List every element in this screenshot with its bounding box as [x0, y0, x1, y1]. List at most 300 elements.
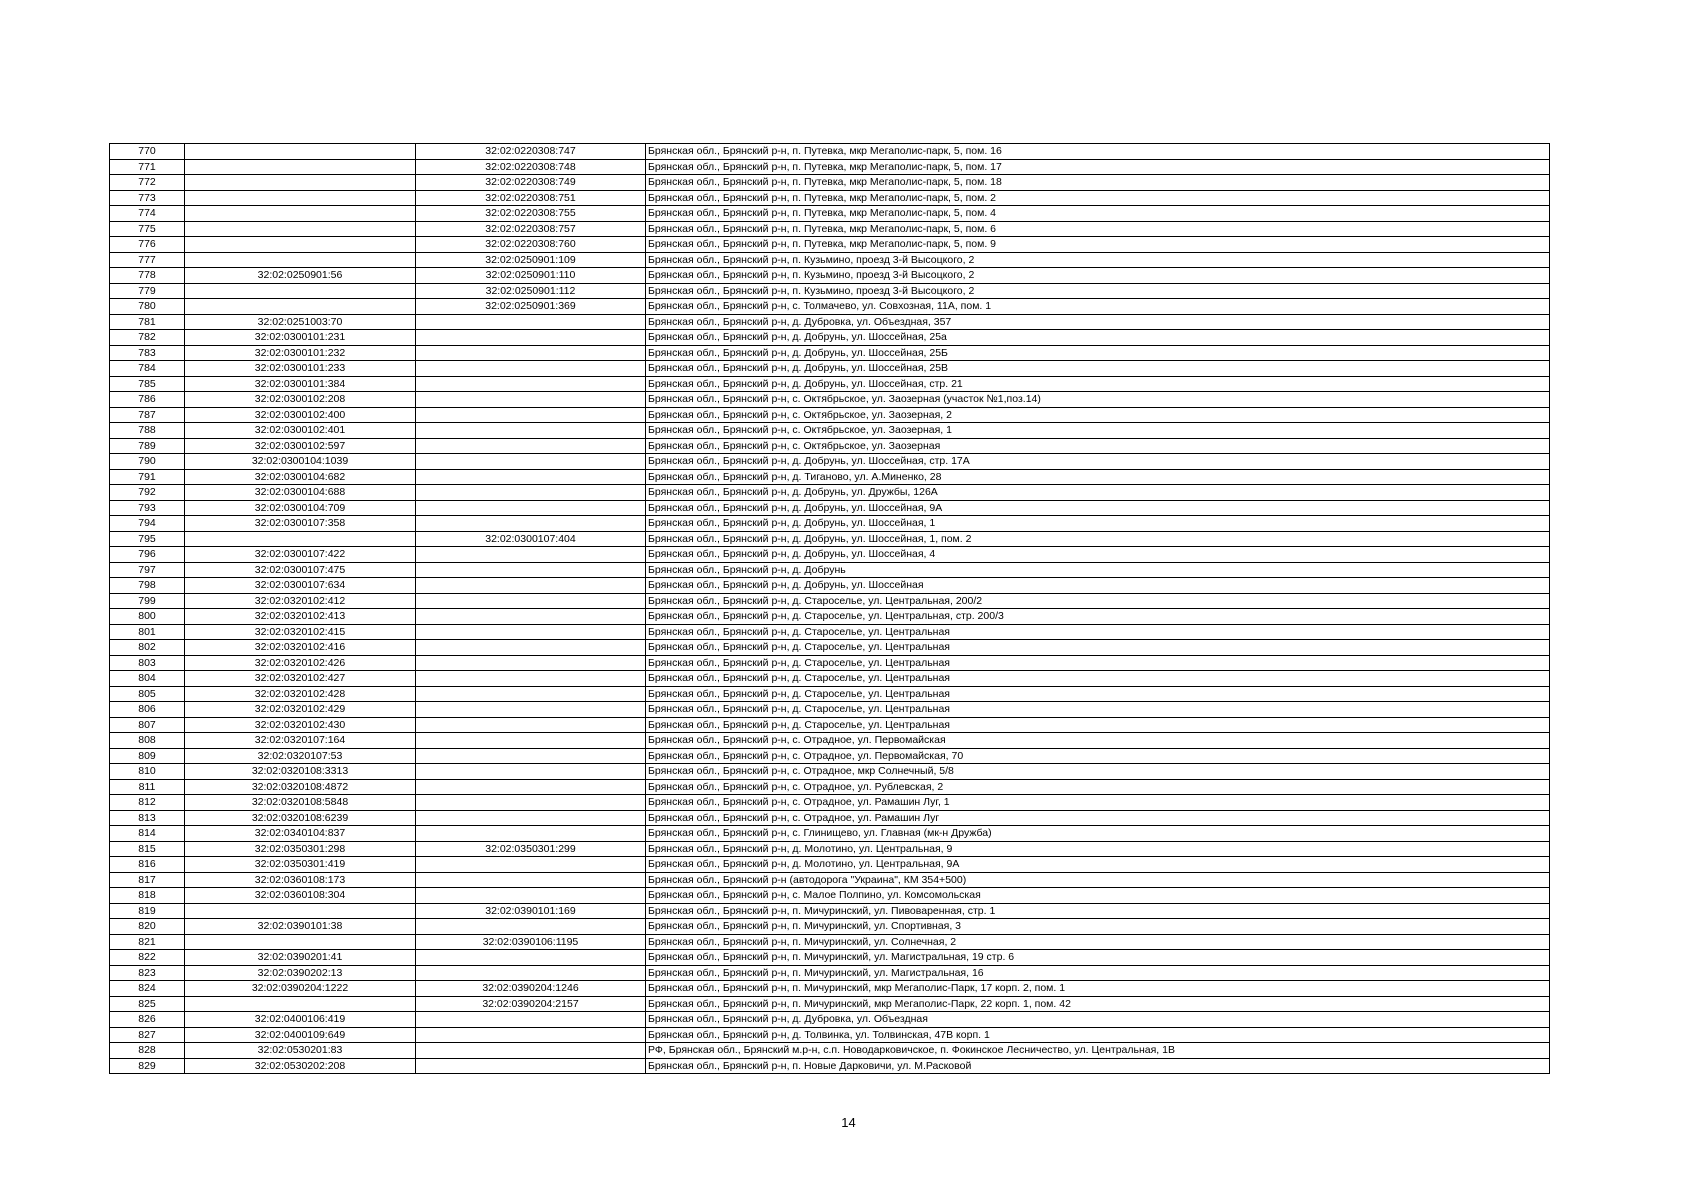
table-row [110, 1027, 1550, 1043]
table-row [110, 640, 1550, 656]
row-number-cell: 799 [110, 593, 185, 609]
row-number-cell: 825 [110, 996, 185, 1012]
table-row [110, 1043, 1550, 1059]
table-row [110, 748, 1550, 764]
row-number-cell: 775 [110, 221, 185, 237]
cadastral-number-cell [185, 159, 416, 175]
table-row [110, 345, 1550, 361]
table-row [110, 981, 1550, 997]
table-row [110, 547, 1550, 563]
row-number-cell: 802 [110, 640, 185, 656]
premises-cadastral-number-cell [416, 655, 646, 671]
premises-cadastral-number-cell [416, 872, 646, 888]
table-row [110, 252, 1550, 268]
table-row [110, 361, 1550, 377]
address-cell: Брянская обл., Брянский р-н, д. Дубровка, ул. Объездная [646, 1012, 1550, 1028]
row-number-cell: 822 [110, 950, 185, 966]
premises-cadastral-number-cell: 32:02:0220308:747 [416, 144, 646, 160]
cadastral-number-cell: 32:02:0300102:401 [185, 423, 416, 439]
premises-cadastral-number-cell [416, 950, 646, 966]
row-number-cell: 811 [110, 779, 185, 795]
row-number-cell: 805 [110, 686, 185, 702]
table-row [110, 330, 1550, 346]
address-cell: Брянская обл., Брянский р-н, д. Староселье, ул. Центральная [646, 640, 1550, 656]
row-number-cell: 785 [110, 376, 185, 392]
row-number-cell: 779 [110, 283, 185, 299]
premises-cadastral-number-cell [416, 392, 646, 408]
premises-cadastral-number-cell [416, 345, 646, 361]
cadastral-number-cell: 32:02:0300107:634 [185, 578, 416, 594]
table-row [110, 159, 1550, 175]
table-row [110, 1058, 1550, 1074]
premises-cadastral-number-cell: 32:02:0250901:369 [416, 299, 646, 315]
row-number-cell: 814 [110, 826, 185, 842]
table-row [110, 221, 1550, 237]
premises-cadastral-number-cell [416, 562, 646, 578]
premises-cadastral-number-cell: 32:02:0250901:112 [416, 283, 646, 299]
table-row [110, 531, 1550, 547]
row-number-cell: 816 [110, 857, 185, 873]
premises-cadastral-number-cell: 32:02:0220308:760 [416, 237, 646, 253]
table-row [110, 857, 1550, 873]
table-row [110, 314, 1550, 330]
cadastral-number-cell: 32:02:0300107:422 [185, 547, 416, 563]
table-row [110, 237, 1550, 253]
address-cell: Брянская обл., Брянский р-н, с. Отрадное, ул. Первомайская, 70 [646, 748, 1550, 764]
premises-cadastral-number-cell [416, 779, 646, 795]
premises-cadastral-number-cell: 32:02:0250901:109 [416, 252, 646, 268]
premises-cadastral-number-cell [416, 593, 646, 609]
table-row [110, 996, 1550, 1012]
cadastral-number-cell: 32:02:0300104:682 [185, 469, 416, 485]
premises-cadastral-number-cell [416, 578, 646, 594]
address-cell: Брянская обл., Брянский р-н, д. Староселье, ул. Центральная, 200/2 [646, 593, 1550, 609]
address-cell: Брянская обл., Брянский р-н, д. Добрунь, ул. Дружбы, 126А [646, 485, 1550, 501]
premises-cadastral-number-cell [416, 361, 646, 377]
row-number-cell: 780 [110, 299, 185, 315]
row-number-cell: 827 [110, 1027, 185, 1043]
table-row [110, 578, 1550, 594]
address-cell: Брянская обл., Брянский р-н, п. Мичуринский, ул. Магистральная, 16 [646, 965, 1550, 981]
table-row [110, 686, 1550, 702]
address-cell: Брянская обл., Брянский р-н, п. Мичуринский, ул. Спортивная, 3 [646, 919, 1550, 935]
cadastral-number-cell: 32:02:0300104:1039 [185, 454, 416, 470]
address-cell: Брянская обл., Брянский р-н (автодорога "Украина", КМ 354+500) [646, 872, 1550, 888]
cadastral-number-cell: 32:02:0320108:6239 [185, 810, 416, 826]
row-number-cell: 770 [110, 144, 185, 160]
premises-cadastral-number-cell [416, 516, 646, 532]
cadastral-number-cell: 32:02:0300102:400 [185, 407, 416, 423]
address-cell: Брянская обл., Брянский р-н, п. Путевка, мкр Мегаполис-парк, 5, пом. 2 [646, 190, 1550, 206]
premises-cadastral-number-cell [416, 1027, 646, 1043]
row-number-cell: 821 [110, 934, 185, 950]
premises-cadastral-number-cell [416, 826, 646, 842]
table-row [110, 454, 1550, 470]
premises-cadastral-number-cell [416, 748, 646, 764]
table-row [110, 717, 1550, 733]
row-number-cell: 786 [110, 392, 185, 408]
table-row [110, 268, 1550, 284]
table-row [110, 144, 1550, 160]
cadastral-number-cell: 32:02:0320102:430 [185, 717, 416, 733]
premises-cadastral-number-cell [416, 671, 646, 687]
row-number-cell: 797 [110, 562, 185, 578]
cadastral-number-cell: 32:02:0300101:233 [185, 361, 416, 377]
address-cell: Брянская обл., Брянский р-н, д. Тиганово, ул. А.Миненко, 28 [646, 469, 1550, 485]
address-cell: Брянская обл., Брянский р-н, с. Отрадное, мкр Солнечный, 5/8 [646, 764, 1550, 780]
premises-cadastral-number-cell: 32:02:0300107:404 [416, 531, 646, 547]
cadastral-number-cell: 32:02:0320102:415 [185, 624, 416, 640]
row-number-cell: 819 [110, 903, 185, 919]
row-number-cell: 803 [110, 655, 185, 671]
address-cell: Брянская обл., Брянский р-н, с. Глинищево, ул. Главная (мк-н Дружба) [646, 826, 1550, 842]
row-number-cell: 793 [110, 500, 185, 516]
cadastral-number-cell [185, 206, 416, 222]
cadastral-number-cell: 32:02:0320108:4872 [185, 779, 416, 795]
address-cell: Брянская обл., Брянский р-н, п. Мичуринский, мкр Мегаполис-Парк, 17 корп. 2, пом. 1 [646, 981, 1550, 997]
table-row [110, 795, 1550, 811]
table-row [110, 903, 1550, 919]
address-cell: Брянская обл., Брянский р-н, с. Отрадное, ул. Первомайская [646, 733, 1550, 749]
address-cell: Брянская обл., Брянский р-н, д. Молотино, ул. Центральная, 9А [646, 857, 1550, 873]
address-cell: Брянская обл., Брянский р-н, п. Путевка, мкр Мегаполис-парк, 5, пом. 9 [646, 237, 1550, 253]
premises-cadastral-number-cell [416, 810, 646, 826]
cadastral-number-cell: 32:02:0250901:56 [185, 268, 416, 284]
address-cell: Брянская обл., Брянский р-н, д. Добрунь, ул. Шоссейная, 25а [646, 330, 1550, 346]
premises-cadastral-number-cell [416, 733, 646, 749]
row-number-cell: 810 [110, 764, 185, 780]
address-cell: Брянская обл., Брянский р-н, д. Староселье, ул. Центральная [646, 671, 1550, 687]
row-number-cell: 806 [110, 702, 185, 718]
row-number-cell: 808 [110, 733, 185, 749]
address-cell: Брянская обл., Брянский р-н, д. Добрунь, ул. Шоссейная, 1 [646, 516, 1550, 532]
row-number-cell: 807 [110, 717, 185, 733]
table-row [110, 810, 1550, 826]
address-cell: Брянская обл., Брянский р-н, д. Староселье, ул. Центральная [646, 717, 1550, 733]
premises-cadastral-number-cell: 32:02:0390204:2157 [416, 996, 646, 1012]
address-cell: Брянская обл., Брянский р-н, п. Путевка, мкр Мегаполис-парк, 5, пом. 6 [646, 221, 1550, 237]
cadastral-number-cell: 32:02:0320102:413 [185, 609, 416, 625]
cadastral-number-cell [185, 531, 416, 547]
row-number-cell: 794 [110, 516, 185, 532]
table-row [110, 438, 1550, 454]
cadastral-number-cell: 32:02:0300101:384 [185, 376, 416, 392]
table-row [110, 624, 1550, 640]
row-number-cell: 829 [110, 1058, 185, 1074]
table-row [110, 764, 1550, 780]
cadastral-number-cell [185, 996, 416, 1012]
table-row [110, 872, 1550, 888]
address-cell: Брянская обл., Брянский р-н, д. Добрунь, ул. Шоссейная [646, 578, 1550, 594]
premises-cadastral-number-cell [416, 795, 646, 811]
cadastral-number-cell: 32:02:0320102:429 [185, 702, 416, 718]
table-row [110, 283, 1550, 299]
premises-cadastral-number-cell: 32:02:0390204:1246 [416, 981, 646, 997]
address-cell: Брянская обл., Брянский р-н, с. Октябрьское, ул. Заозерная, 2 [646, 407, 1550, 423]
premises-cadastral-number-cell [416, 376, 646, 392]
address-cell: Брянская обл., Брянский р-н, д. Дубровка, ул. Объездная, 357 [646, 314, 1550, 330]
address-cell: Брянская обл., Брянский р-н, д. Добрунь, ул. Шоссейная, стр. 17А [646, 454, 1550, 470]
row-number-cell: 777 [110, 252, 185, 268]
premises-cadastral-number-cell [416, 454, 646, 470]
cadastral-number-cell: 32:02:0320107:164 [185, 733, 416, 749]
row-number-cell: 804 [110, 671, 185, 687]
table-row [110, 562, 1550, 578]
premises-cadastral-number-cell [416, 857, 646, 873]
cadastral-number-cell: 32:02:0390201:41 [185, 950, 416, 966]
cadastral-number-cell [185, 283, 416, 299]
cadastral-number-cell [185, 252, 416, 268]
address-cell: Брянская обл., Брянский р-н, д. Толвинка, ул. Толвинская, 47В корп. 1 [646, 1027, 1550, 1043]
premises-cadastral-number-cell [416, 438, 646, 454]
row-number-cell: 776 [110, 237, 185, 253]
row-number-cell: 788 [110, 423, 185, 439]
table-row [110, 516, 1550, 532]
address-cell: Брянская обл., Брянский р-н, с. Отрадное, ул. Рамашин Луг [646, 810, 1550, 826]
row-number-cell: 771 [110, 159, 185, 175]
address-cell: Брянская обл., Брянский р-н, д. Добрунь, ул. Шоссейная, 4 [646, 547, 1550, 563]
table-row [110, 469, 1550, 485]
cadastral-number-cell: 32:02:0320108:3313 [185, 764, 416, 780]
premises-cadastral-number-cell: 32:02:0390106:1195 [416, 934, 646, 950]
address-cell: Брянская обл., Брянский р-н, д. Староселье, ул. Центральная [646, 702, 1550, 718]
table-row [110, 919, 1550, 935]
cadastral-number-cell: 32:02:0400106:419 [185, 1012, 416, 1028]
row-number-cell: 828 [110, 1043, 185, 1059]
premises-cadastral-number-cell [416, 919, 646, 935]
table-row [110, 376, 1550, 392]
table-row [110, 888, 1550, 904]
table-row [110, 779, 1550, 795]
premises-cadastral-number-cell [416, 888, 646, 904]
premises-cadastral-number-cell [416, 1012, 646, 1028]
cadastral-number-cell: 32:02:0400109:649 [185, 1027, 416, 1043]
row-number-cell: 815 [110, 841, 185, 857]
address-cell: Брянская обл., Брянский р-н, п. Мичуринский, ул. Солнечная, 2 [646, 934, 1550, 950]
cadastral-number-cell: 32:02:0320102:427 [185, 671, 416, 687]
premises-cadastral-number-cell: 32:02:0390101:169 [416, 903, 646, 919]
address-cell: Брянская обл., Брянский р-н, д. Добрунь, ул. Шоссейная, стр. 21 [646, 376, 1550, 392]
table-row [110, 702, 1550, 718]
premises-cadastral-number-cell [416, 624, 646, 640]
address-cell: Брянская обл., Брянский р-н, п. Кузьмино, проезд 3-й Высоцкого, 2 [646, 283, 1550, 299]
row-number-cell: 809 [110, 748, 185, 764]
table-row [110, 299, 1550, 315]
row-number-cell: 820 [110, 919, 185, 935]
row-number-cell: 796 [110, 547, 185, 563]
address-cell: Брянская обл., Брянский р-н, с. Октябрьское, ул. Заозерная [646, 438, 1550, 454]
row-number-cell: 813 [110, 810, 185, 826]
address-cell: Брянская обл., Брянский р-н, п. Мичуринский, мкр Мегаполис-Парк, 22 корп. 1, пом. 42 [646, 996, 1550, 1012]
cadastral-number-cell: 32:02:0320102:428 [185, 686, 416, 702]
row-number-cell: 778 [110, 268, 185, 284]
address-cell: Брянская обл., Брянский р-н, д. Добрунь, ул. Шоссейная, 9А [646, 500, 1550, 516]
row-number-cell: 800 [110, 609, 185, 625]
premises-cadastral-number-cell [416, 965, 646, 981]
row-number-cell: 817 [110, 872, 185, 888]
cadastral-number-cell [185, 237, 416, 253]
address-cell: Брянская обл., Брянский р-н, д. Молотино, ул. Центральная, 9 [646, 841, 1550, 857]
row-number-cell: 784 [110, 361, 185, 377]
address-cell: Брянская обл., Брянский р-н, п. Кузьмино, проезд 3-й Высоцкого, 2 [646, 268, 1550, 284]
address-cell: Брянская обл., Брянский р-н, с. Малое Полпино, ул. Комсомольская [646, 888, 1550, 904]
cadastral-number-cell: 32:02:0340104:837 [185, 826, 416, 842]
row-number-cell: 826 [110, 1012, 185, 1028]
address-cell: Брянская обл., Брянский р-н, д. Добрунь, ул. Шоссейная, 1, пом. 2 [646, 531, 1550, 547]
cadastral-number-cell: 32:02:0300101:231 [185, 330, 416, 346]
table-row [110, 423, 1550, 439]
cadastral-number-cell: 32:02:0300102:597 [185, 438, 416, 454]
address-cell: Брянская обл., Брянский р-н, п. Новые Дарковичи, ул. М.Расковой [646, 1058, 1550, 1074]
address-cell: Брянская обл., Брянский р-н, д. Староселье, ул. Центральная [646, 624, 1550, 640]
table-row [110, 934, 1550, 950]
address-cell: Брянская обл., Брянский р-н, д. Староселье, ул. Центральная, стр. 200/3 [646, 609, 1550, 625]
premises-cadastral-number-cell [416, 717, 646, 733]
row-number-cell: 772 [110, 175, 185, 191]
row-number-cell: 789 [110, 438, 185, 454]
address-cell: Брянская обл., Брянский р-н, п. Кузьмино, проезд 3-й Высоцкого, 2 [646, 252, 1550, 268]
cadastral-number-cell: 32:02:0251003:70 [185, 314, 416, 330]
table-row [110, 175, 1550, 191]
cadastral-number-cell: 32:02:0320102:416 [185, 640, 416, 656]
premises-cadastral-number-cell [416, 702, 646, 718]
address-cell: Брянская обл., Брянский р-н, с. Отрадное, ул. Рамашин Луг, 1 [646, 795, 1550, 811]
table-row [110, 965, 1550, 981]
cadastral-number-cell: 32:02:0390204:1222 [185, 981, 416, 997]
table-row [110, 206, 1550, 222]
cadastral-number-cell: 32:02:0390202:13 [185, 965, 416, 981]
premises-cadastral-number-cell: 32:02:0350301:299 [416, 841, 646, 857]
row-number-cell: 773 [110, 190, 185, 206]
cadastral-number-cell: 32:02:0320108:5848 [185, 795, 416, 811]
row-number-cell: 783 [110, 345, 185, 361]
premises-cadastral-number-cell [416, 500, 646, 516]
row-number-cell: 798 [110, 578, 185, 594]
table-row [110, 655, 1550, 671]
address-cell: Брянская обл., Брянский р-н, с. Толмачево, ул. Совхозная, 11А, пом. 1 [646, 299, 1550, 315]
cadastral-table-body [110, 144, 1550, 1074]
cadastral-number-cell [185, 190, 416, 206]
table-row [110, 826, 1550, 842]
cadastral-number-cell: 32:02:0530201:83 [185, 1043, 416, 1059]
premises-cadastral-number-cell: 32:02:0220308:751 [416, 190, 646, 206]
table-row [110, 609, 1550, 625]
premises-cadastral-number-cell: 32:02:0220308:749 [416, 175, 646, 191]
cadastral-number-cell: 32:02:0530202:208 [185, 1058, 416, 1074]
row-number-cell: 795 [110, 531, 185, 547]
row-number-cell: 823 [110, 965, 185, 981]
address-cell: РФ, Брянская обл., Брянский м.р-н, с.п. Новодарковичское, п. Фокинское Лесничество, ул. Центральная, 1В [646, 1043, 1550, 1059]
cadastral-number-cell [185, 175, 416, 191]
cadastral-number-cell [185, 221, 416, 237]
table-row [110, 1012, 1550, 1028]
row-number-cell: 774 [110, 206, 185, 222]
cadastral-number-cell: 32:02:0300104:688 [185, 485, 416, 501]
address-cell: Брянская обл., Брянский р-н, п. Путевка, мкр Мегаполис-парк, 5, пом. 17 [646, 159, 1550, 175]
address-cell: Брянская обл., Брянский р-н, д. Добрунь, ул. Шоссейная, 25Б [646, 345, 1550, 361]
cadastral-number-cell [185, 903, 416, 919]
address-cell: Брянская обл., Брянский р-н, п. Путевка, мкр Мегаполис-парк, 5, пом. 4 [646, 206, 1550, 222]
address-cell: Брянская обл., Брянский р-н, п. Путевка, мкр Мегаполис-парк, 5, пом. 16 [646, 144, 1550, 160]
cadastral-number-cell: 32:02:0350301:298 [185, 841, 416, 857]
table-row [110, 392, 1550, 408]
premises-cadastral-number-cell [416, 1058, 646, 1074]
cadastral-number-cell: 32:02:0300107:475 [185, 562, 416, 578]
premises-cadastral-number-cell [416, 330, 646, 346]
page-number: 14 [841, 1115, 856, 1130]
row-number-cell: 818 [110, 888, 185, 904]
row-number-cell: 781 [110, 314, 185, 330]
premises-cadastral-number-cell [416, 764, 646, 780]
table-row [110, 593, 1550, 609]
table-row [110, 407, 1550, 423]
premises-cadastral-number-cell [416, 1043, 646, 1059]
address-cell: Брянская обл., Брянский р-н, с. Отрадное, ул. Рублевская, 2 [646, 779, 1550, 795]
premises-cadastral-number-cell [416, 314, 646, 330]
premises-cadastral-number-cell [416, 469, 646, 485]
cadastral-number-cell: 32:02:0320102:426 [185, 655, 416, 671]
address-cell: Брянская обл., Брянский р-н, с. Октябрьское, ул. Заозерная (участок №1,поз.14) [646, 392, 1550, 408]
table-row [110, 733, 1550, 749]
cadastral-number-cell [185, 934, 416, 950]
premises-cadastral-number-cell [416, 407, 646, 423]
premises-cadastral-number-cell [416, 640, 646, 656]
premises-cadastral-number-cell [416, 609, 646, 625]
premises-cadastral-number-cell: 32:02:0220308:755 [416, 206, 646, 222]
row-number-cell: 792 [110, 485, 185, 501]
cadastral-number-cell [185, 144, 416, 160]
address-cell: Брянская обл., Брянский р-н, д. Староселье, ул. Центральная [646, 686, 1550, 702]
row-number-cell: 782 [110, 330, 185, 346]
address-cell: Брянская обл., Брянский р-н, с. Октябрьское, ул. Заозерная, 1 [646, 423, 1550, 439]
cadastral-number-cell: 32:02:0390101:38 [185, 919, 416, 935]
table-row [110, 950, 1550, 966]
address-cell: Брянская обл., Брянский р-н, д. Староселье, ул. Центральная [646, 655, 1550, 671]
table-row [110, 190, 1550, 206]
premises-cadastral-number-cell [416, 485, 646, 501]
table-row [110, 500, 1550, 516]
cadastral-number-cell: 32:02:0300101:232 [185, 345, 416, 361]
cadastral-number-cell: 32:02:0350301:419 [185, 857, 416, 873]
premises-cadastral-number-cell: 32:02:0250901:110 [416, 268, 646, 284]
premises-cadastral-number-cell [416, 547, 646, 563]
row-number-cell: 812 [110, 795, 185, 811]
cadastral-number-cell: 32:02:0300107:358 [185, 516, 416, 532]
row-number-cell: 824 [110, 981, 185, 997]
row-number-cell: 790 [110, 454, 185, 470]
premises-cadastral-number-cell: 32:02:0220308:757 [416, 221, 646, 237]
row-number-cell: 801 [110, 624, 185, 640]
cadastral-number-cell [185, 299, 416, 315]
premises-cadastral-number-cell [416, 686, 646, 702]
table-row [110, 485, 1550, 501]
address-cell: Брянская обл., Брянский р-н, п. Путевка, мкр Мегаполис-парк, 5, пом. 18 [646, 175, 1550, 191]
address-cell: Брянская обл., Брянский р-н, д. Добрунь, ул. Шоссейная, 25В [646, 361, 1550, 377]
premises-cadastral-number-cell [416, 423, 646, 439]
row-number-cell: 787 [110, 407, 185, 423]
table-row [110, 841, 1550, 857]
cadastral-number-cell: 32:02:0300102:208 [185, 392, 416, 408]
cadastral-number-cell: 32:02:0320107:53 [185, 748, 416, 764]
row-number-cell: 791 [110, 469, 185, 485]
address-cell: Брянская обл., Брянский р-н, п. Мичуринский, ул. Пивоваренная, стр. 1 [646, 903, 1550, 919]
cadastral-number-cell: 32:02:0360108:304 [185, 888, 416, 904]
cadastral-table [109, 143, 1550, 1074]
cadastral-number-cell: 32:02:0320102:412 [185, 593, 416, 609]
table-row [110, 671, 1550, 687]
premises-cadastral-number-cell: 32:02:0220308:748 [416, 159, 646, 175]
cadastral-number-cell: 32:02:0360108:173 [185, 872, 416, 888]
